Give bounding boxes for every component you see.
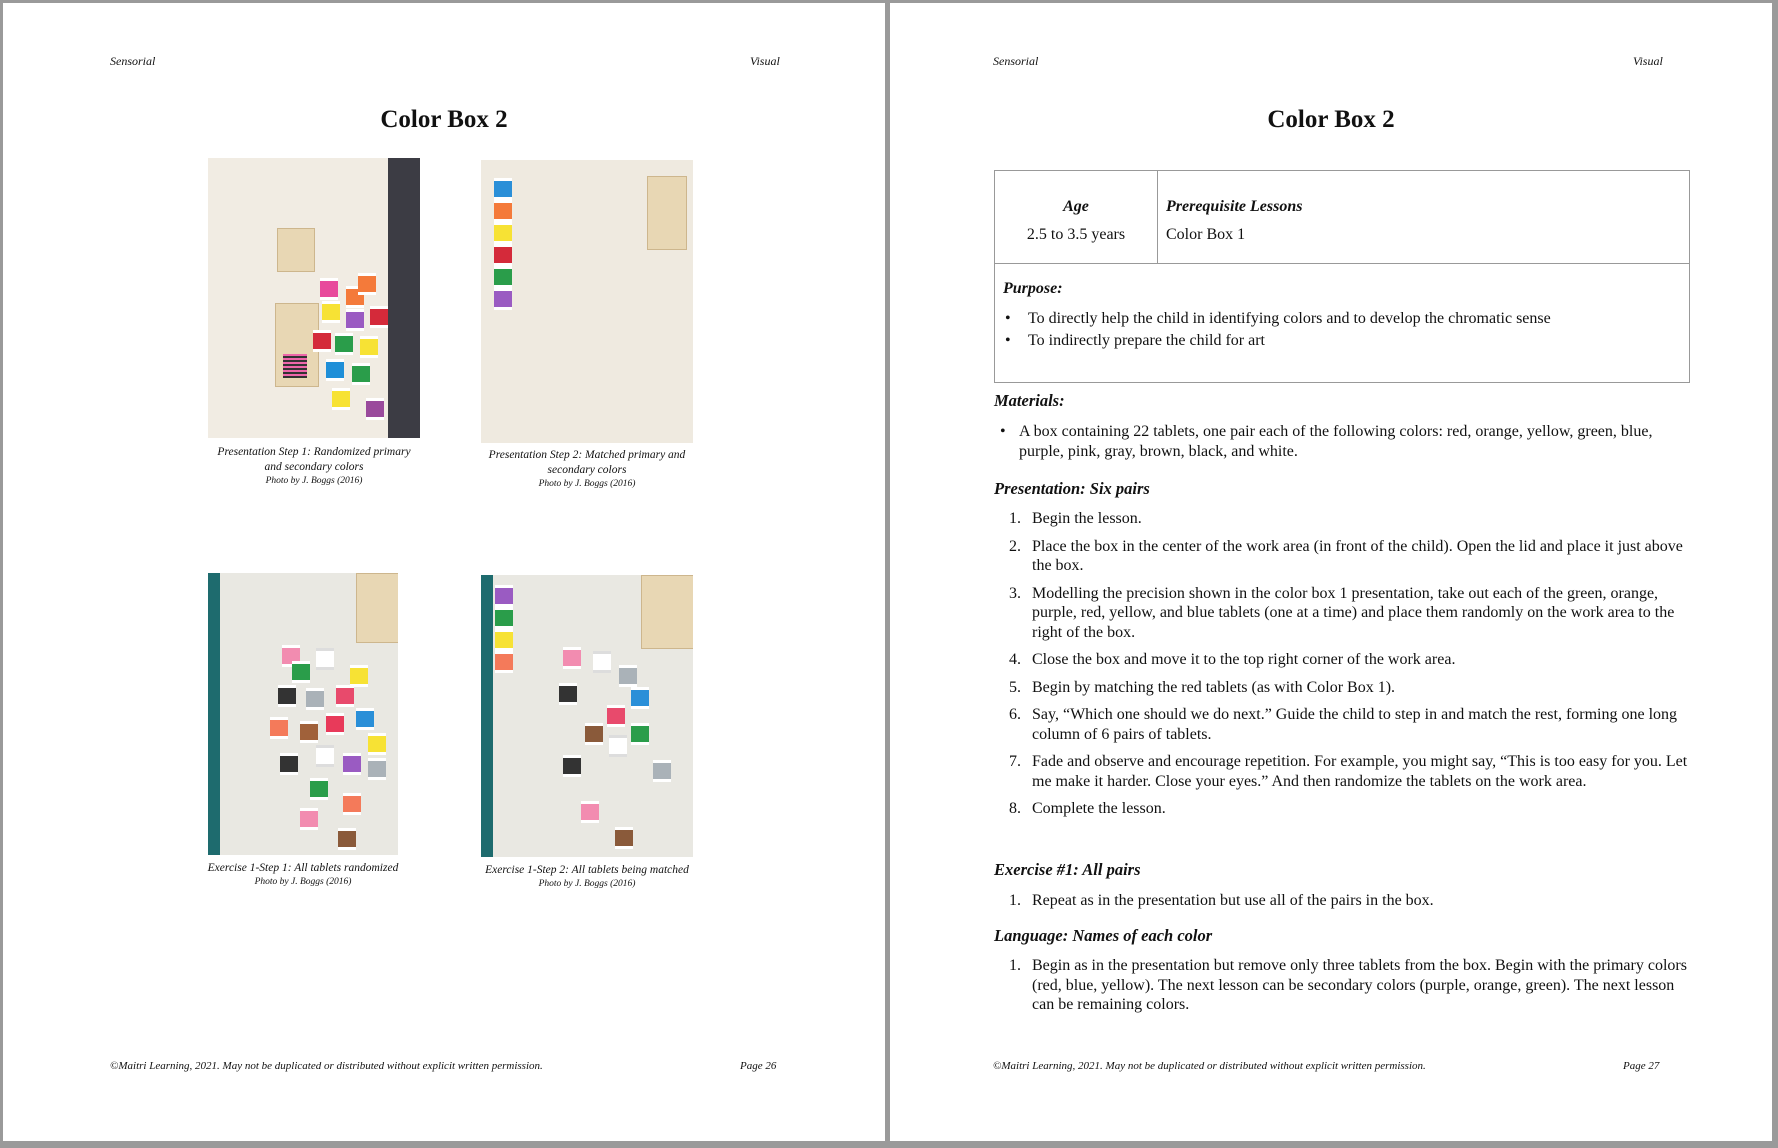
list-item: 7. Fade and observe and encourage repetition. For example, you might say, “This is too easy for you. Let me make it harder. Close your eyes.” And then randomize the tablets on the work area. (1009, 753, 1688, 790)
language-heading: Language: Names of each color (994, 926, 1213, 945)
list-item: 1. Begin as in the presentation but remove only three tablets from the box. Begin with the primary colors (red, blue, yellow). The next lesson can be secondary colors (purple, orange, green). The next lesson can be remaining colors. (1009, 957, 1687, 1013)
exercise-steps (994, 891, 1694, 919)
photo-exercise-step-1 (208, 573, 398, 855)
caption-text: Presentation Step 1: Randomized primary and secondary colors (217, 446, 411, 473)
caption-credit: Photo by J. Boggs (2016) (265, 476, 363, 486)
footer-page-number: Page 26 (740, 1060, 777, 1072)
list-item: 4. Close the box and move it to the top right corner of the work area. (1009, 651, 1456, 668)
caption-text: Presentation Step 2: Matched primary and secondary colors (488, 449, 686, 476)
materials-heading: Materials: (994, 391, 1065, 410)
caption-3 (191, 861, 415, 888)
left-page (3, 3, 885, 1141)
purpose-label: Purpose: (1003, 280, 1063, 297)
footer-copyright: ©Maitri Learning, 2021. May not be duplicated or distributed without explicit written permission. (110, 1060, 543, 1072)
footer-copyright: ©Maitri Learning, 2021. May not be duplicated or distributed without explicit written permission. (993, 1060, 1426, 1072)
list-item: 3. Modelling the precision shown in the color box 1 presentation, take out each of the green, orange, purple, red, yellow, and blue tablets (one at a time) and place them randomly on the work area to the right of the box. (1009, 584, 1675, 641)
caption-1 (208, 445, 420, 487)
caption-text: Exercise 1-Step 1: All tablets randomized (207, 862, 399, 874)
caption-credit: Photo by J. Boggs (2016) (538, 479, 636, 489)
caption-4 (481, 863, 693, 890)
list-item: 1. Repeat as in the presentation but use all of the pairs in the box. (1009, 892, 1434, 909)
materials-list (994, 422, 1694, 463)
prereq-cell (1158, 171, 1690, 264)
header-left: Sensorial (993, 54, 1039, 68)
list-item: 1. Begin the lesson. (1009, 510, 1142, 527)
list-item: 5. Begin by matching the red tablets (as with Color Box 1). (1009, 678, 1396, 696)
list-item: 2. Place the box in the center of the work area (in front of the child). Open the lid and place it just above the box. (1009, 537, 1683, 574)
purpose-cell (995, 264, 1690, 383)
prereq-label: Prerequisite Lessons (1166, 198, 1303, 215)
caption-credit: Photo by J. Boggs (2016) (254, 877, 352, 887)
exercise-heading: Exercise #1: All pairs (994, 860, 1141, 879)
presentation-heading: Presentation: Six pairs (994, 479, 1150, 498)
caption-credit: Photo by J. Boggs (2016) (538, 879, 636, 889)
presentation-steps (994, 509, 1694, 827)
photo-presentation-step-2 (481, 160, 693, 443)
purpose-item: • To directly help the child in identifying colors and to develop the chromatic sense (1005, 310, 1551, 327)
footer-page-number: Page 27 (1623, 1060, 1660, 1072)
caption-2 (481, 448, 693, 490)
header-right: Visual (1633, 54, 1663, 68)
age-label: Age (1063, 198, 1089, 215)
photo-exercise-step-2 (481, 575, 693, 857)
list-item: 6. Say, “Which one should we do next.” Guide the child to step in and match the rest, forming one long column of 6 pairs of tablets. (1009, 706, 1678, 743)
age-cell (995, 171, 1158, 264)
page-title: Color Box 2 (380, 106, 508, 133)
photo-presentation-step-1 (208, 158, 420, 438)
purpose-item: • To indirectly prepare the child for art (1005, 332, 1265, 349)
prereq-value: Color Box 1 (1166, 226, 1246, 243)
age-value: 2.5 to 3.5 years (1026, 226, 1126, 243)
language-steps (994, 956, 1694, 1023)
list-item: 8. Complete the lesson. (1009, 800, 1166, 817)
page-title: Color Box 2 (1267, 106, 1395, 133)
header-left: Sensorial (110, 54, 156, 68)
list-item: • A box containing 22 tablets, one pair each of the following colors: red, orange, yellow, green, blue, purple, pink, gray, brown, black, and white. (1000, 423, 1653, 460)
lesson-info-table (994, 170, 1690, 383)
header-right: Visual (750, 54, 780, 68)
caption-text: Exercise 1-Step 2: All tablets being matched (485, 864, 689, 876)
right-page (890, 3, 1772, 1141)
